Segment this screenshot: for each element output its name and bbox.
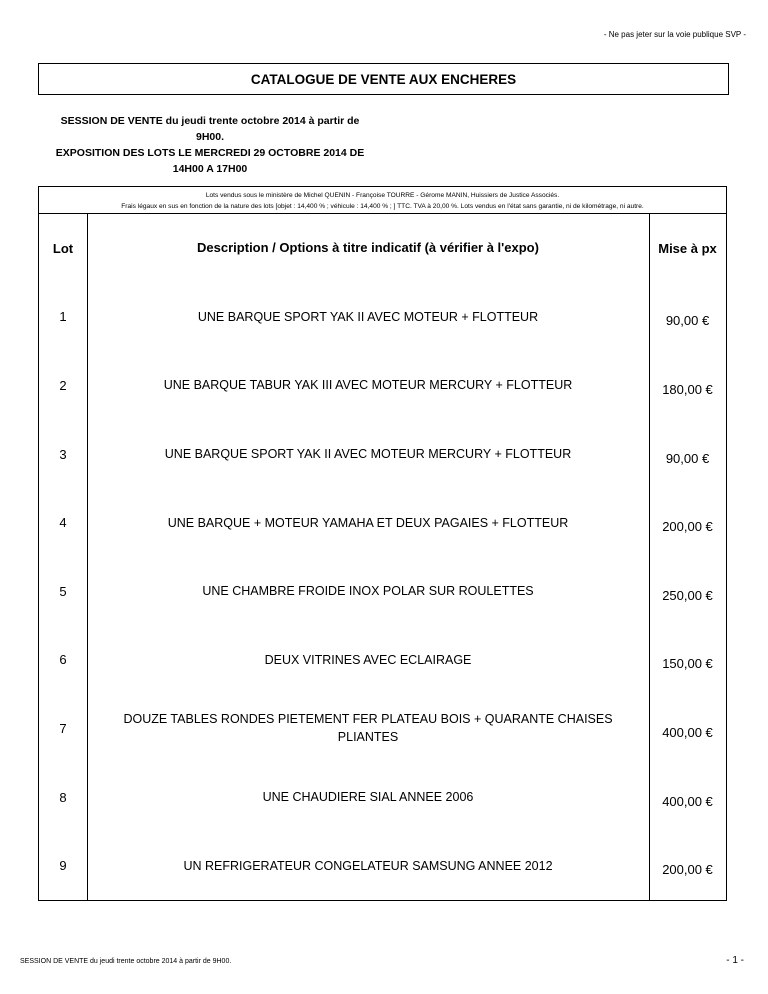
legal-line: Frais légaux en sus en fonction de la nature des lots [objet : 14,400 % ; véhicule : 14,400 % ; ] TTC. TVA à 20,00 %. Lots vendus en l'état sans garantie, ni de kilométrage, ni autre. [121, 203, 644, 210]
lot-cell: 2 [59, 377, 67, 393]
table-header [39, 214, 726, 283]
top-note: - Ne pas jeter sur la voie publique SVP - [603, 30, 746, 39]
header-description: Description / Options à titre indicatif (à vérifier à l'expo) [197, 240, 539, 256]
table-row [39, 557, 726, 626]
exposition-line: EXPOSITION DES LOTS LE MERCREDI 29 OCTOBRE 2014 DE [55, 147, 365, 159]
table-row [39, 420, 726, 489]
table-row [39, 283, 726, 352]
legal-line: Lots vendus sous le ministère de Michel QUENIN - Françoise TOURRE - Gérome MANIN, Huissiers de Justice Associés. [205, 192, 560, 199]
session-info [40, 113, 380, 177]
header-price: Mise à px [658, 240, 717, 256]
price-cell: 90,00 € [665, 450, 710, 466]
price-cell: 400,00 € [662, 724, 713, 740]
lot-cell: 6 [59, 652, 67, 668]
description-cell: DEUX VITRINES AVEC ECLAIRAGE [264, 652, 472, 667]
table-row [39, 351, 726, 420]
footer-session: SESSION DE VENTE du jeudi trente octobre 2014 à partir de 9H00. [20, 958, 232, 965]
table-row [39, 488, 726, 557]
page-number: - 1 - [726, 955, 744, 966]
lot-cell: 4 [59, 515, 67, 531]
session-line: SESSION DE VENTE du jeudi trente octobre 2014 à partir de [60, 115, 360, 127]
session-line: 9H00. [195, 131, 225, 143]
description-cell: UNE CHAMBRE FROIDE INOX POLAR SUR ROULETTES [202, 584, 534, 599]
catalog-table [38, 186, 727, 901]
lots-table [39, 214, 726, 900]
lot-cell: 3 [59, 446, 67, 462]
price-cell: 200,00 € [662, 862, 713, 878]
price-cell: 250,00 € [662, 587, 713, 603]
header-lot: Lot [52, 240, 74, 256]
exposition-line: 14H00 A 17H00 [172, 163, 248, 175]
description-cell: DOUZE TABLES RONDES PIETEMENT FER PLATEAU BOIS + QUARANTE CHAISES PLIANTES [123, 712, 613, 745]
description-cell: UNE BARQUE + MOTEUR YAMAHA ET DEUX PAGAIES + FLOTTEUR [167, 515, 569, 530]
description-cell: UNE BARQUE TABUR YAK III AVEC MOTEUR MERCURY + FLOTTEUR [163, 378, 573, 393]
lot-cell: 8 [59, 789, 67, 805]
price-cell: 180,00 € [662, 381, 713, 397]
price-cell: 90,00 € [665, 313, 710, 329]
table-row [39, 763, 726, 832]
description-cell: UNE BARQUE SPORT YAK II AVEC MOTEUR + FLOTTEUR [197, 309, 539, 324]
description-cell: UN REFRIGERATEUR CONGELATEUR SAMSUNG ANNEE 2012 [183, 858, 553, 873]
table-row [39, 831, 726, 900]
description-cell: UNE BARQUE SPORT YAK II AVEC MOTEUR MERCURY + FLOTTEUR [164, 447, 572, 462]
price-cell: 200,00 € [662, 519, 713, 535]
lot-cell: 7 [59, 720, 67, 736]
price-cell: 400,00 € [662, 793, 713, 809]
description-cell: UNE CHAUDIERE SIAL ANNEE 2006 [262, 790, 474, 805]
catalog-title [38, 63, 729, 95]
legal-notice [39, 187, 726, 214]
lot-cell: 5 [59, 583, 67, 599]
lot-cell: 1 [59, 309, 67, 325]
price-cell: 150,00 € [662, 656, 713, 672]
page-title: CATALOGUE DE VENTE AUX ENCHERES [250, 71, 517, 87]
table-row [39, 694, 726, 763]
lot-cell: 9 [59, 858, 67, 874]
table-row [39, 626, 726, 695]
